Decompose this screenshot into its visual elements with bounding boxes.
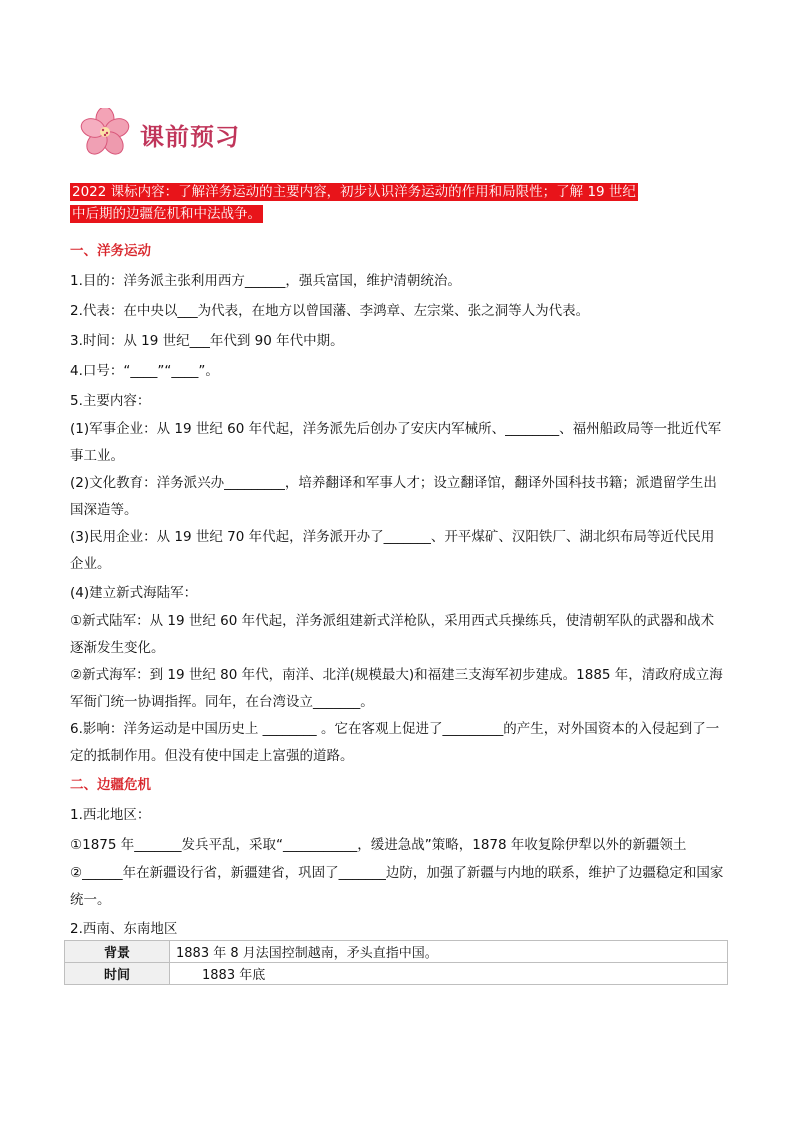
section-heading-1: 一、洋务运动 — [70, 243, 151, 259]
table-row — [65, 941, 728, 963]
curriculum-standard — [70, 181, 722, 225]
content-education: (2)文化教育：洋务派兴办_________，培养翻译和军事人才；设立翻译馆，翻译外国科技书籍；派遣留学生出国深造等。 — [70, 475, 717, 518]
northwest-point-1: ①1875 年_______发兵平乱，采取“___________，缓进急战”策略，1878 年收复除伊犁以外的新疆领土 — [70, 837, 687, 853]
table-value: 1883 年底 — [170, 963, 728, 985]
item-main-content: 5.主要内容： — [70, 393, 151, 409]
section-banner — [78, 108, 240, 160]
table-key: 背景 — [65, 941, 170, 963]
content-civil: (3)民用企业：从 19 世纪 70 年代起，洋务派开办了_______、开平煤矿、汉阳铁厂、湖北织布局等近代民用企业。 — [70, 529, 715, 572]
item-slogan: 4.口号：“____”“____”。 — [70, 363, 219, 379]
background-table — [64, 940, 728, 985]
northwest-point-2: ②______年在新疆设行省，新疆建省，巩固了_______边防，加强了新疆与内地的联系，维护了边疆稳定和国家统一。 — [70, 865, 724, 908]
content-navy: ②新式海军：到 19 世纪 80 年代，南洋、北洋(规模最大)和福建三支海军初步建成。1885 年，清政府成立海军衙门统一协调指挥。同年，在台湾设立_______。 — [70, 667, 723, 710]
content-armed-forces: (4)建立新式海陆军： — [70, 585, 198, 601]
content-impact: 6.影响：洋务运动是中国历史上 ________ 。它在客观上促进了_________的产生，对外国资本的入侵起到了一定的抵制作用。但没有使中国走上富强的道路。 — [70, 721, 720, 764]
table-key: 时间 — [65, 963, 170, 985]
content-body — [70, 236, 726, 944]
flower-icon — [78, 108, 136, 160]
content-military: (1)军事企业：从 19 世纪 60 年代起，洋务派先后创办了安庆内军械所、________、福州船政局等一批近代军事工业。 — [70, 421, 722, 464]
northwest-heading: 1.西北地区： — [70, 807, 151, 823]
section-heading-2: 二、边疆危机 — [70, 777, 151, 793]
item-purpose: 1.目的：洋务派主张利用西方______，强兵富国，维护清朝统治。 — [70, 273, 461, 289]
southwest-heading: 2.西南、东南地区 — [70, 921, 178, 937]
item-time: 3.时间：从 19 世纪___年代到 90 年代中期。 — [70, 333, 344, 349]
standard-line-1: 2022 课标内容：了解洋务运动的主要内容，初步认识洋务运动的作用和局限性；了解 19 世纪 — [72, 184, 636, 200]
item-representatives: 2.代表：在中央以___为代表，在地方以曾国藩、李鸿章、左宗棠、张之洞等人为代表。 — [70, 303, 590, 319]
standard-line-2: 中后期的边疆危机和中法战争。 — [72, 206, 261, 222]
content-army: ①新式陆军：从 19 世纪 60 年代起，洋务派组建新式洋枪队，采用西式兵操练兵，使清朝军队的武器和战术逐渐发生变化。 — [70, 613, 715, 656]
table-value: 1883 年 8 月法国控制越南，矛头直指中国。 — [170, 941, 728, 963]
table-row — [65, 963, 728, 985]
banner-title: 课前预习 — [140, 122, 240, 151]
